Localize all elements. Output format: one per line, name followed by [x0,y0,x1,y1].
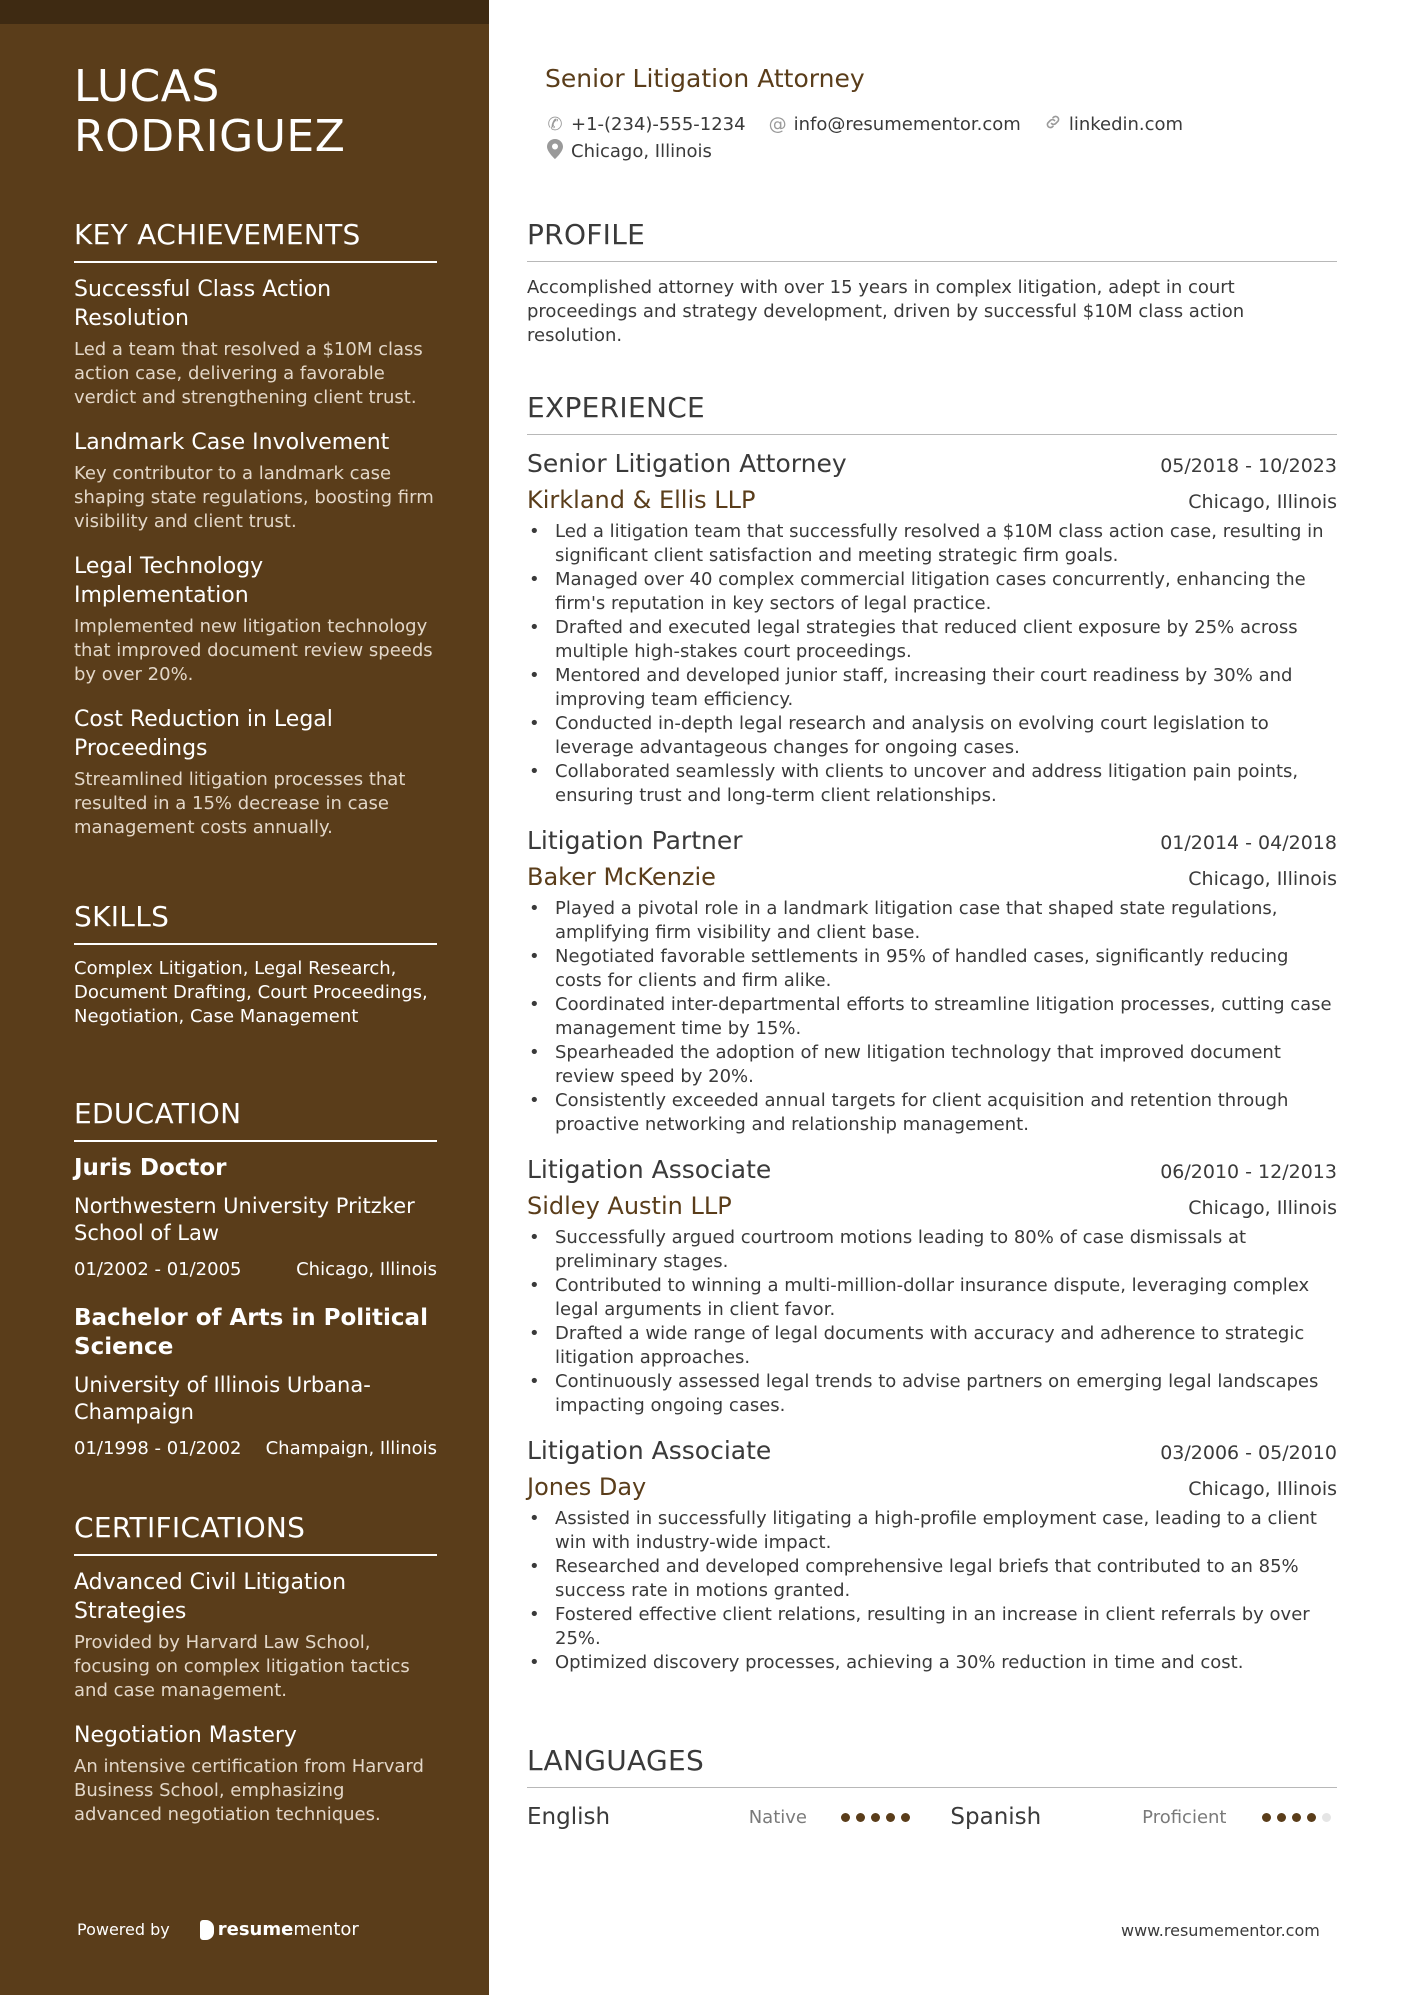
bullet-item: • Consistently exceeded annual targets for client acquisition and retention through proactive networking and relationship management. [527,1089,1337,1137]
rating-dot-filled [901,1813,910,1822]
name-last: RODRIGUEZ [74,111,346,162]
job-location: Chicago, Illinois [1188,1197,1337,1219]
rating-dot-filled [1292,1813,1301,1822]
contact-row [545,111,1305,138]
job-title: Litigation Associate [527,1436,772,1465]
achievements-heading: KEY ACHIEVEMENTS [74,218,437,263]
job-subheader [527,1473,1337,1501]
bullet-item: • Negotiated favorable settlements in 95% of handled cases, significantly reducing costs for clients and firm alike. [527,945,1337,993]
achievement-title: Successful Class Action Resolution [74,277,332,331]
phone-contact[interactable] [545,114,746,135]
rating-dot-filled [886,1813,895,1822]
education-dates: 01/1998 - 01/2002 [74,1438,242,1459]
language-level: Native [748,1806,807,1828]
certification-desc: An intensive certification from Harvard Business School, emphasizing advanced negotiation techniques. [74,1756,424,1825]
bullet-item: • Optimized discovery processes, achieving a 30% reduction in time and cost. [527,1651,1337,1675]
rating-dot-filled [1262,1813,1271,1822]
job-bullets [527,520,1337,808]
job-title: Litigation Partner [527,826,743,855]
resumementor-logo[interactable] [200,1919,359,1940]
bullet-item: • Collaborated seamlessly with clients to uncover and address litigation pain points, ensuring trust and long-term client relationships. [527,760,1337,808]
bullet-item: • Managed over 40 complex commercial litigation cases concurrently, enhancing the firm's reputation in key sectors of legal practice. [527,568,1337,616]
achievement-item [74,275,437,410]
education-item [74,1304,437,1459]
profile-heading: PROFILE [527,218,1337,262]
resumementor-logo-icon [200,1920,214,1940]
skills-list: Complex Litigation, Legal Research, Document Drafting, Court Proceedings, Negotiation, Case Management [74,958,428,1027]
bullet-item: • Assisted in successfully litigating a high-profile employment case, leading to a client win with industry-wide impact. [527,1507,1337,1555]
job-title: Litigation Associate [527,1155,772,1184]
job-dates: 05/2018 - 10/2023 [1160,455,1337,477]
footer-url[interactable]: www.resumementor.com [1121,1921,1320,1940]
education-meta [74,1438,437,1459]
achievement-desc: Implemented new litigation technology that improved document review speeds by over 20%. [74,616,433,685]
brand-bold: resume [217,1919,294,1940]
bullet-item: • Contributed to winning a multi-million-dollar insurance dispute, leveraging complex legal arguments in client favor. [527,1274,1337,1322]
certification-title: Advanced Civil Litigation Strategies [74,1570,347,1624]
experience-section [527,391,1337,1693]
job-company: Jones Day [527,1473,647,1501]
job-location: Chicago, Illinois [1188,868,1337,890]
job-company: Kirkland & Ellis LLP [527,486,756,514]
job-location: Chicago, Illinois [1188,1478,1337,1500]
location-text: Chicago, Illinois [571,141,712,162]
profile-section [527,218,1337,348]
sidebar-top-bar [0,0,489,24]
rating-dot-filled [1277,1813,1286,1822]
languages-section [527,1744,1337,1832]
bullet-item: • Drafted and executed legal strategies that reduced client exposure by 25% across multiple high-stakes court proceedings. [527,616,1337,664]
candidate-name [74,62,345,162]
experience-heading: EXPERIENCE [527,391,1337,435]
rating-dot-filled [856,1813,865,1822]
certification-desc: Provided by Harvard Law School, focusing on complex litigation tactics and case management. [74,1632,410,1701]
sidebar [0,0,489,1995]
job-company: Baker McKenzie [527,863,716,891]
education-dates: 01/2002 - 01/2005 [74,1259,242,1280]
contact-info [545,111,1305,165]
job-entry [527,826,1337,1137]
job-entry [527,449,1337,808]
language-level: Proficient [1142,1806,1227,1828]
achievement-title: Legal Technology Implementation [74,554,264,608]
education-item [74,1154,437,1280]
achievement-desc: Key contributor to a landmark case shaping state regulations, boosting firm visibility and client trust. [74,463,434,532]
bullet-item: • Conducted in-depth legal research and analysis on evolving court legislation to leverage advantageous changes for ongoing cases. [527,712,1337,760]
location-pin-icon [545,139,565,164]
language-name: Spanish [950,1804,1042,1830]
brand-light: mentor [293,1919,359,1940]
languages-heading: LANGUAGES [527,1744,1337,1788]
languages-row [527,1802,1337,1832]
skills-heading: SKILLS [74,900,437,945]
education-section [74,1097,437,1483]
language-rating [841,1813,951,1822]
job-subheader [527,486,1337,514]
at-icon: @ [768,114,787,135]
bullet-item: • Led a litigation team that successfully resolved a $10M class action case, resulting in significant client satisfaction and meeting strategic firm goals. [527,520,1337,568]
bullet-item: • Researched and developed comprehensive legal briefs that contributed to an 85% success rate in motions granted. [527,1555,1337,1603]
achievement-item [74,552,437,687]
education-location: Chicago, Illinois [296,1259,437,1280]
rating-dot-empty [1322,1813,1331,1822]
certification-title: Negotiation Mastery [74,1723,297,1748]
achievement-title: Cost Reduction in Legal Proceedings [74,707,333,761]
phone-text: +1-(234)-555-1234 [571,114,746,135]
job-bullets [527,1226,1337,1418]
bullet-item: • Mentored and developed junior staff, increasing their court readiness by 30% and improving team efficiency. [527,664,1337,712]
bullet-item: • Coordinated inter-departmental efforts to streamline litigation processes, cutting case management time by 15%. [527,993,1337,1041]
language-name: English [527,1804,611,1830]
name-first: LUCAS [74,61,220,112]
certification-item [74,1568,437,1703]
job-dates: 01/2014 - 04/2018 [1160,832,1337,854]
certifications-heading: CERTIFICATIONS [74,1511,437,1556]
achievement-desc: Streamlined litigation processes that resulted in a 15% decrease in case management costs annually. [74,769,406,838]
phone-icon: ✆ [547,114,563,135]
certifications-section [74,1511,437,1845]
achievements-section [74,218,437,858]
linkedin-text: linkedin.com [1068,114,1184,135]
job-dates: 06/2010 - 12/2013 [1160,1161,1337,1183]
bullet-item: • Drafted a wide range of legal documents with accuracy and adherence to strategic litigation approaches. [527,1322,1337,1370]
education-school: University of Illinois Urbana-Champaign [74,1373,371,1424]
job-subheader [527,1192,1337,1220]
achievement-title: Landmark Case Involvement [74,430,390,455]
bullet-item: • Spearheaded the adoption of new litigation technology that improved document review speed by 20%. [527,1041,1337,1089]
location-contact [545,139,712,164]
contact-row [545,138,1305,165]
powered-by [77,1919,359,1940]
profile-text: Accomplished attorney with over 15 years in complex litigation, adept in court proceedings and strategy development, driven by successful $10M class action resolution. [527,277,1245,346]
job-dates: 03/2006 - 05/2010 [1160,1442,1337,1464]
language-rating [1262,1813,1337,1822]
bullet-item: • Fostered effective client relations, resulting in an increase in client referrals by over 25%. [527,1603,1337,1651]
job-header [527,1155,1337,1184]
education-school: Northwestern University Pritzker School of Law [74,1194,415,1245]
job-role-title: Senior Litigation Attorney [545,64,865,93]
job-bullets [527,897,1337,1137]
education-meta [74,1259,437,1280]
achievement-item [74,705,437,840]
powered-by-label: Powered by [77,1920,170,1939]
job-bullets [527,1507,1337,1675]
job-header [527,449,1337,478]
education-heading: EDUCATION [74,1097,437,1142]
job-header [527,1436,1337,1465]
achievement-item [74,428,437,534]
bullet-item: • Played a pivotal role in a landmark litigation case that shaped state regulations, amplifying firm visibility and client base. [527,897,1337,945]
bullet-item: • Successfully argued courtroom motions leading to 80% of case dismissals at preliminary stages. [527,1226,1337,1274]
email-contact[interactable] [768,114,1021,135]
education-degree: Bachelor of Arts in Political Science [74,1305,428,1360]
rating-dot-filled [1307,1813,1316,1822]
job-header [527,826,1337,855]
skills-section [74,900,437,1029]
job-entry [527,1155,1337,1418]
rating-dot-filled [841,1813,850,1822]
education-degree: Juris Doctor [74,1155,227,1181]
linkedin-contact[interactable] [1043,113,1183,136]
job-company: Sidley Austin LLP [527,1192,732,1220]
bullet-item: • Continuously assessed legal trends to advise partners on emerging legal landscapes impacting ongoing cases. [527,1370,1337,1418]
job-entry [527,1436,1337,1675]
rating-dot-filled [871,1813,880,1822]
achievement-desc: Led a team that resolved a $10M class action case, delivering a favorable verdict and strengthening client trust. [74,339,423,408]
email-text: info@resumementor.com [793,114,1021,135]
job-title: Senior Litigation Attorney [527,449,847,478]
job-subheader [527,863,1337,891]
job-location: Chicago, Illinois [1188,491,1337,513]
certification-item [74,1721,437,1827]
education-location: Champaign, Illinois [265,1438,437,1459]
link-icon [1043,113,1063,136]
